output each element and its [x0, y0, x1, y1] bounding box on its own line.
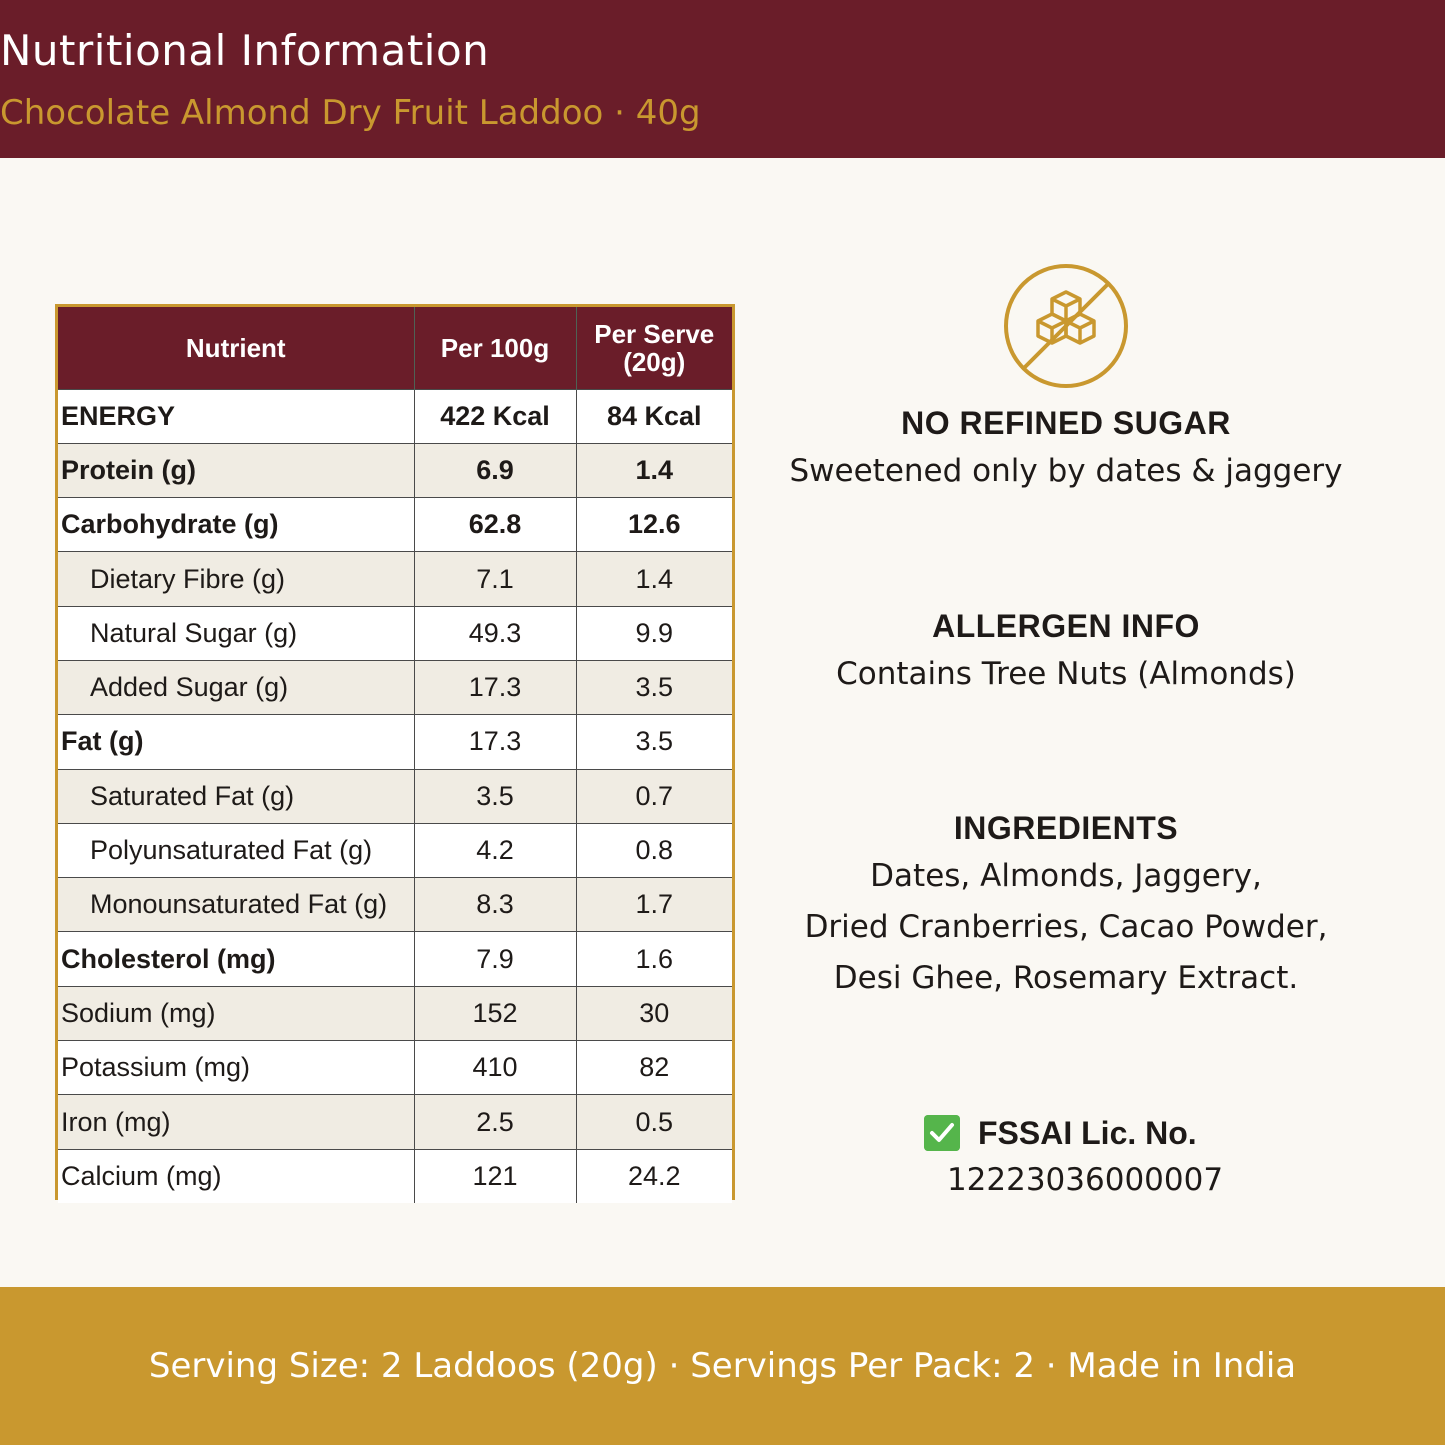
per-serve-cell: 3.5 — [576, 660, 732, 714]
per-100g-cell: 17.3 — [414, 660, 576, 714]
no-refined-sugar-text: Sweetened only by dates & jaggery — [789, 453, 1343, 489]
per-100g-cell: 17.3 — [414, 715, 576, 769]
table-row — [58, 498, 732, 552]
ingredients-heading: INGREDIENTS — [953, 810, 1179, 846]
per-serve-cell: 0.7 — [576, 769, 732, 823]
nutrient-name-cell: Natural Sugar (g) — [58, 606, 414, 660]
per-100g-cell: 49.3 — [414, 606, 576, 660]
nutrient-name-cell: Calcium (mg) — [58, 1149, 414, 1203]
table-row — [58, 986, 732, 1040]
table-row — [58, 1095, 732, 1149]
per-100g-cell: 152 — [414, 986, 576, 1040]
per-serve-cell: 1.7 — [576, 878, 732, 932]
table-row — [58, 715, 732, 769]
per-100g-cell: 121 — [414, 1149, 576, 1203]
no-refined-sugar-block — [780, 405, 1352, 497]
table-row — [58, 443, 732, 497]
nutrient-name-cell: Polyunsaturated Fat (g) — [58, 823, 414, 877]
nutrient-name-cell: Carbohydrate (g) — [58, 498, 414, 552]
nutrient-name-cell: Added Sugar (g) — [58, 660, 414, 714]
table-row — [58, 878, 732, 932]
product-subtitle: Chocolate Almond Dry Fruit Laddoo · 40g — [0, 93, 701, 133]
per-serve-cell: 3.5 — [576, 715, 732, 769]
table-row — [58, 769, 732, 823]
per-serve-cell: 82 — [576, 1041, 732, 1095]
per-serve-cell: 30 — [576, 986, 732, 1040]
nutrition-table-frame — [55, 304, 735, 1200]
allergen-heading: ALLERGEN INFO — [932, 608, 1200, 644]
ingredients-line: Dates, Almonds, Jaggery, — [870, 858, 1262, 894]
per-serve-cell: 84 Kcal — [576, 389, 732, 443]
table-row — [58, 1149, 732, 1203]
per-100g-cell: 4.2 — [414, 823, 576, 877]
per-100g-cell: 2.5 — [414, 1095, 576, 1149]
per-serve-cell: 12.6 — [576, 498, 732, 552]
per-serve-cell: 1.4 — [576, 552, 732, 606]
table-row — [58, 932, 732, 986]
per-100g-cell: 7.9 — [414, 932, 576, 986]
nutrient-name-cell: Dietary Fibre (g) — [58, 552, 414, 606]
per-serve-cell: 1.4 — [576, 443, 732, 497]
table-row — [58, 606, 732, 660]
nutrition-table — [58, 307, 732, 1203]
table-row — [58, 660, 732, 714]
table-row — [58, 1041, 732, 1095]
nutrient-name-cell: Fat (g) — [58, 715, 414, 769]
per-100g-cell: 7.1 — [414, 552, 576, 606]
nutrient-name-cell: Cholesterol (mg) — [58, 932, 414, 986]
column-header-per-100g: Per 100g — [414, 307, 576, 389]
allergen-text: Contains Tree Nuts (Almonds) — [836, 656, 1296, 692]
page-title: Nutritional Information — [0, 26, 490, 75]
per-serve-cell: 1.6 — [576, 932, 732, 986]
per-serve-cell: 24.2 — [576, 1149, 732, 1203]
no-sugar-cubes-icon — [1002, 262, 1130, 390]
per-100g-cell: 422 Kcal — [414, 389, 576, 443]
table-row — [58, 389, 732, 443]
nutrient-name-cell: Saturated Fat (g) — [58, 769, 414, 823]
footer-text: Serving Size: 2 Laddoos (20g) · Servings Per Pack: 2 · Made in India — [148, 1346, 1297, 1386]
table-row — [58, 552, 732, 606]
per-serve-cell: 0.5 — [576, 1095, 732, 1149]
per-serve-cell: 9.9 — [576, 606, 732, 660]
nutrient-name-cell: Monounsaturated Fat (g) — [58, 878, 414, 932]
allergen-block — [780, 608, 1352, 700]
nutrient-name-cell: Iron (mg) — [58, 1095, 414, 1149]
fssai-license-number: 12223036000007 — [946, 1162, 1224, 1198]
column-header-nutrient: Nutrient — [58, 307, 414, 389]
no-refined-sugar-heading: NO REFINED SUGAR — [901, 405, 1231, 441]
nutrition-table-body — [58, 389, 732, 1203]
column-header-per-serve — [576, 307, 732, 389]
per-100g-cell: 410 — [414, 1041, 576, 1095]
per-100g-cell: 8.3 — [414, 878, 576, 932]
per-100g-cell: 3.5 — [414, 769, 576, 823]
per-100g-cell: 6.9 — [414, 443, 576, 497]
nutrient-name-cell: Potassium (mg) — [58, 1041, 414, 1095]
nutrient-name-cell: Sodium (mg) — [58, 986, 414, 1040]
fssai-row — [920, 1113, 1240, 1157]
per-serve-cell: 0.8 — [576, 823, 732, 877]
table-header-row — [58, 307, 732, 389]
ingredients-line: Dried Cranberries, Cacao Powder, — [804, 909, 1328, 945]
check-mark-icon — [924, 1115, 960, 1151]
nutrient-name-cell: ENERGY — [58, 389, 414, 443]
header-banner — [0, 0, 1445, 158]
table-row — [58, 823, 732, 877]
per-serve-header-text: Per Serve (20g) — [594, 318, 715, 377]
per-100g-cell: 62.8 — [414, 498, 576, 552]
ingredients-block — [780, 810, 1352, 1004]
ingredients-line: Desi Ghee, Rosemary Extract. — [833, 960, 1299, 996]
fssai-label: FSSAI Lic. No. — [978, 1115, 1197, 1151]
nutrient-name-cell: Protein (g) — [58, 443, 414, 497]
